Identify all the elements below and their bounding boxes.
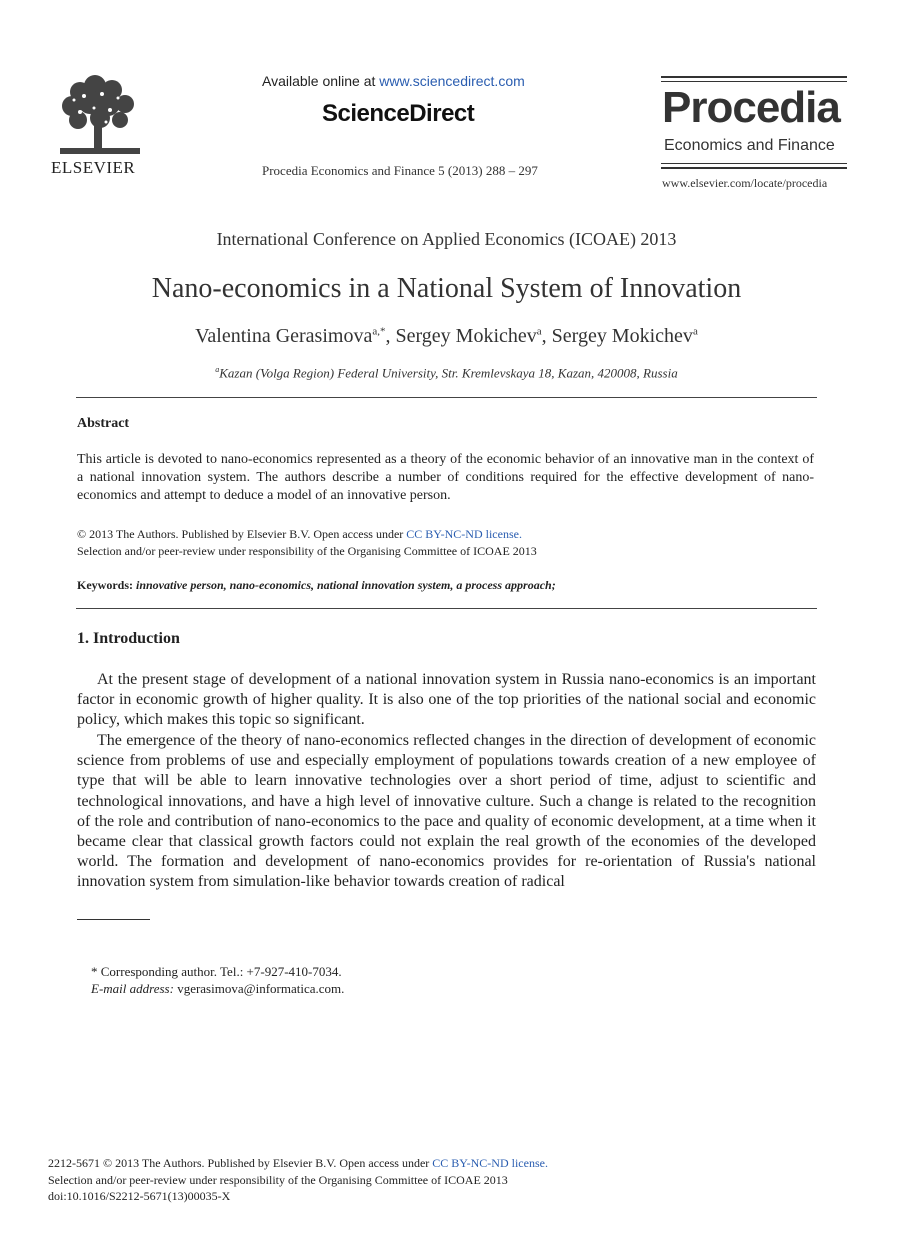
procedia-rule [661,163,847,164]
keywords-label: Keywords: [77,578,133,592]
introduction-heading: 1. Introduction [77,630,180,647]
email-line [91,980,344,997]
paper-title: Nano-economics in a National System of Innovation [151,273,742,304]
copyright-line [77,526,814,543]
copyright-text: © 2013 The Authors. Published by Elsevier B.V. Open access under [77,527,407,541]
peer-review-line: Selection and/or peer-review under responsibility of the Organising Committee of ICOAE 2013 [48,1172,508,1187]
corresponding-author: * Corresponding author. Tel.: +7-927-410-7034. [91,964,342,979]
conference-name: International Conference on Applied Economics (ICOAE) 2013 [216,229,677,249]
sciencedirect-link[interactable]: www.sciencedirect.com [379,73,525,89]
keywords-value: innovative person, nano-economics, national innovation system, a process approach; [136,578,556,592]
footnote [91,963,344,997]
footnote-rule [77,919,150,920]
journal-reference: Procedia Economics and Finance 5 (2013) 288 – 297 [262,163,538,178]
license-link[interactable]: CC BY-NC-ND license. [432,1156,548,1170]
email-label: E-mail address: [91,981,174,996]
issn-text: 2212-5671 © 2013 The Authors. Published by Elsevier B.V. Open access under [48,1156,433,1170]
procedia-logo: Procedia [662,83,840,132]
license-link[interactable]: CC BY-NC-ND license. [406,527,522,541]
author-affiliation-mark: a,* [372,325,386,338]
peer-review-line: Selection and/or peer-review under responsibility of the Organising Committee of ICOAE 2013 [77,544,537,558]
sciencedirect-brand: ScienceDirect [322,100,475,127]
author-affiliation-mark: a [536,325,542,338]
abstract-heading: Abstract [77,416,130,431]
publisher-name: ELSEVIER [51,158,136,177]
author-name: Valentina Gerasimova [195,325,373,347]
procedia-url[interactable]: www.elsevier.com/locate/procedia [662,176,828,190]
affiliation-text: Kazan (Volga Region) Federal University, Str. Kremlevskaya 18, Kazan, 420008, Russia [219,365,678,381]
keywords [77,578,814,593]
copyright-notice [77,526,814,560]
author-affiliation-mark: a [692,325,698,338]
procedia-rule [661,167,847,169]
bottom-info [48,1155,548,1205]
available-online [262,73,525,89]
section-divider [76,608,817,609]
abstract-text: This article is devoted to nano-economics represented as a theory of the economic behavior of an innovative man in the context of a national innovation system. The authors describe a number of conditions required for the effective development of nano-economics and attempt to deduce a model of an innovative person. [77,452,814,503]
email-address[interactable]: vgerasimova@informatica.com. [173,981,345,996]
author-list: Valentina Gerasimova$^{a,*}$, Sergey Mokichev$^a$, Sergey Mokichev$^a$ [195,325,698,347]
author-name: Sergey Mokichev [395,325,537,347]
doi[interactable]: doi:10.1016/S2212-5671(13)00035-X [48,1189,231,1203]
author-name: Sergey Mokichev [551,325,693,347]
procedia-subtitle: Economics and Finance [664,137,835,154]
body-paragraph: The emergence of the theory of nano-economics reflected changes in the direction of development of economic science from problems of use and especially employment of populations towards creation of a new employee of type that will be able to learn innovative technologies over a short period of time, adjust to scientific and technological innovations, and have a high level of innovative culture. Such a change is related to the recognition of the role and contribution of nano-economics to the pace and quality of economic development, at a time when it became clear that classical growth factors could not explain the real growth of the economies of the developed world. The formation and development of nano-economics provides for re-orientation of Russia's national innovation system from simulation-like behavior towards creation of radical [77,732,816,891]
body-paragraph: At the present stage of development of a national innovation system in Russia nano-economics is an important factor in economic growth of higher quality. It is also one of the top priorities of the national social and economic policy, which makes this topic so significant. [77,671,816,729]
procedia-rule [661,81,847,82]
issn-line [48,1155,548,1172]
affiliation-mark: a [215,365,220,374]
section-divider [76,397,817,398]
available-prefix: Available online at [262,73,380,89]
affiliation [0,365,893,381]
procedia-rule [661,76,847,78]
